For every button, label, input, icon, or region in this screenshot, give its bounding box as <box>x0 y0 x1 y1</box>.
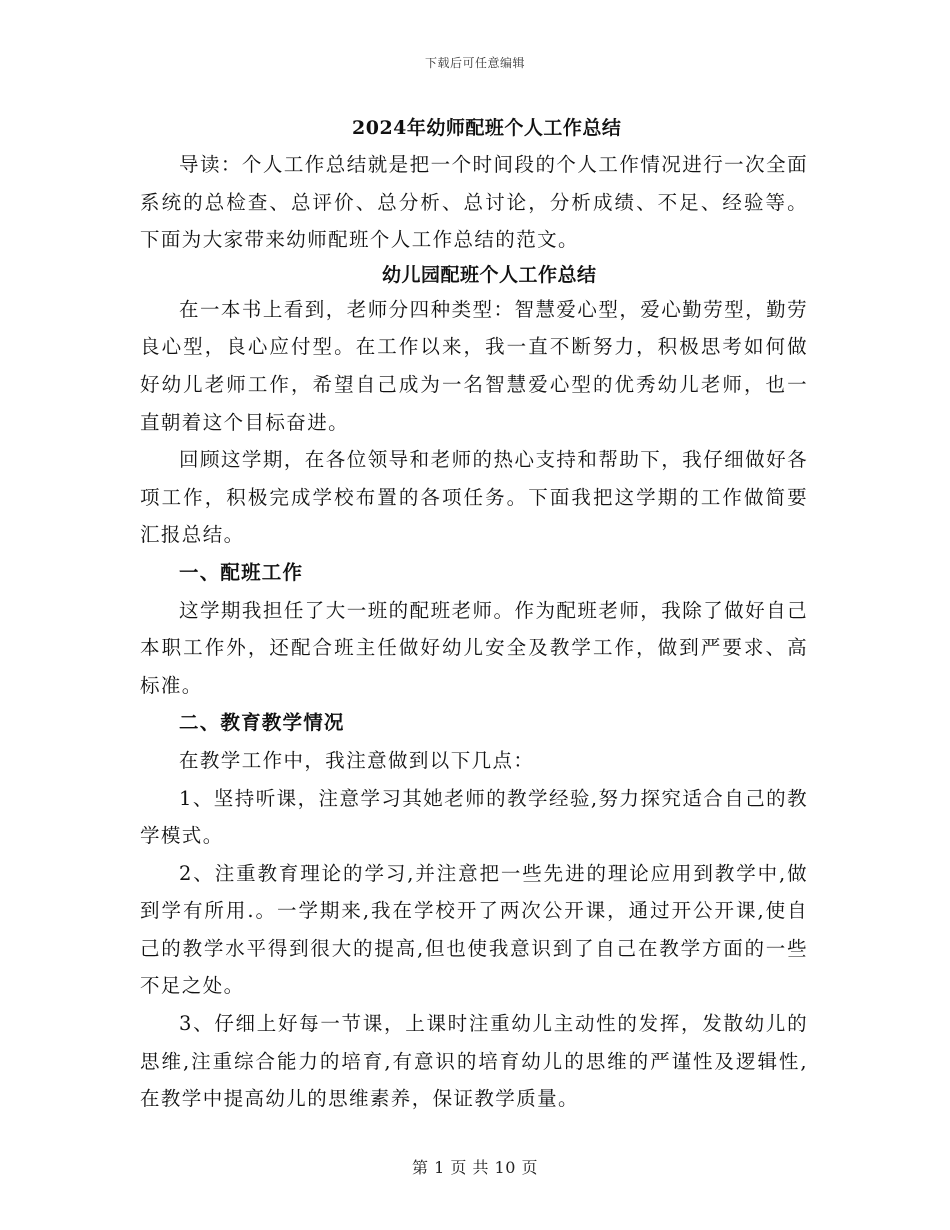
list-item: 3、仔细上好每一节课，上课时注重幼儿主动性的发挥，发散幼儿的思维,注重综合能力的培育,有意识的培育幼儿的思维的严谨性及逻辑性,在教学中提高幼儿的思维素养，保证教学质量。 <box>140 1012 808 1111</box>
document-title: 2024年幼师配班个人工作总结 <box>352 117 622 139</box>
section-1-body: 这学期我担任了大一班的配班老师。作为配班老师，我除了做好自己本职工作外，还配合班主任做好幼儿安全及教学工作，做到严要求、高标准。 <box>140 598 808 697</box>
header-note: 下载后可任意编辑 <box>424 56 525 70</box>
section-heading-2: 二、教育教学情况 <box>179 711 345 735</box>
body-paragraph: 在一本书上看到，老师分四种类型：智慧爱心型，爱心勤劳型，勤劳良心型，良心应付型。在工作以来，我一直不断努力，积极思考如何做好幼儿老师工作，希望自己成为一名智慧爱心型的优秀幼儿老师，也一直朝着这个目标奋进。 <box>140 297 808 434</box>
section-heading-1: 一、配班工作 <box>179 560 304 584</box>
body-paragraph: 回顾这学期，在各位领导和老师的热心支持和帮助下，我仔细做好各项工作，积极完成学校布置的各项任务。下面我把这学期的工作做简要汇报总结。 <box>140 448 808 547</box>
list-item: 1、坚持听课，注意学习其她老师的教学经验,努力探究适合自己的教学模式。 <box>140 786 808 848</box>
intro-paragraph: 导读：个人工作总结就是把一个时间段的个人工作情况进行一次全面系统的总检查、总评价、总分析、总讨论，分析成绩、不足、经验等。下面为大家带来幼师配班个人工作总结的范文。 <box>140 153 808 252</box>
document-content <box>140 112 808 1118</box>
section-2-lead: 在教学工作中，我注意做到以下几点： <box>179 748 535 772</box>
list-item: 2、注重教育理论的学习,并注意把一些先进的理论应用到教学中,做到学有所用.。一学期来,我在学校开了两次公开课，通过开公开课,使自己的教学水平得到很大的提高,但也使我意识到了自己在教学方面的一些不足之处。 <box>140 861 808 998</box>
page-indicator: 第 1 页 共 10 页 <box>412 1158 538 1177</box>
document-subtitle: 幼儿园配班个人工作总结 <box>382 263 597 286</box>
